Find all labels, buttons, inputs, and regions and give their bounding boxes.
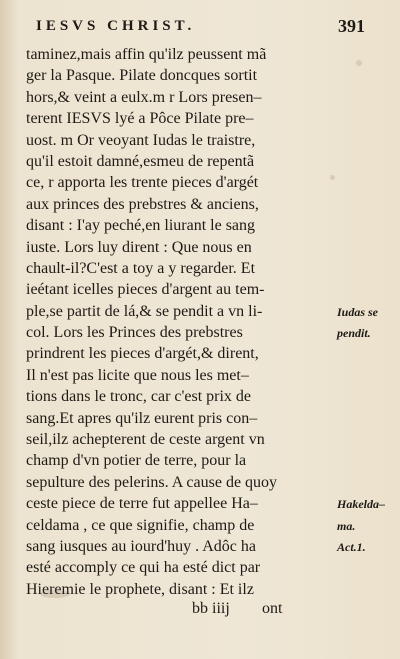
text-line: col. Lors les Princes des prebstres	[26, 324, 243, 342]
text-line: sang.Et apres qu'ilz eurent pris con–	[26, 409, 258, 427]
margin-note: ma.	[337, 518, 356, 533]
text-line: uost. m Or veoyant Iudas le traistre,	[26, 131, 256, 149]
text-line: prindrent les pieces d'argét,& dirent,	[26, 345, 259, 363]
page-header	[30, 18, 365, 40]
page-number: 391	[338, 16, 365, 36]
text-line: ce, r apporta les trente pieces d'argét	[26, 174, 259, 192]
text-line: terent IESVS lyé a Pôce Pilate pre–	[26, 110, 254, 128]
text-line: champ d'vn potier de terre, pour la	[26, 452, 247, 470]
catchword: ont	[262, 600, 283, 617]
text-line: qu'il estoit damné,esmeu de repentã	[26, 152, 255, 170]
text-line: chault-il?C'est a toy a y regarder. Et	[26, 259, 256, 277]
body-text	[26, 44, 326, 600]
text-line: disant : I'ay peché,en liurant le sang	[26, 217, 256, 235]
margin-note: pendit.	[337, 326, 371, 341]
margin-note: Iudas se	[337, 304, 379, 319]
text-line: ceste piece de terre fut appellee Ha–	[26, 495, 258, 513]
text-line: aux princes des prebstres & anciens,	[26, 195, 259, 213]
ink-smudge	[356, 60, 362, 66]
text-line: iuste. Lors luy dirent : Que nous en	[26, 238, 252, 256]
text-line: taminez,mais affin qu'ilz peussent mã	[26, 46, 267, 63]
text-line: ieétant icelles pieces d'argent au tem-	[26, 281, 265, 299]
text-line: sepulture des pelerins. A cause de quoy	[26, 473, 278, 491]
margin-note: Act.1.	[337, 540, 366, 555]
text-line: Hieremie le prophete, disant : Et ilz	[26, 580, 254, 598]
text-line: Il n'est pas licite que nous les met–	[26, 366, 249, 384]
text-line: hors,& veint a eulx.m r Lors presen–	[26, 88, 262, 106]
running-title: IESVS CHRIST.	[36, 18, 196, 34]
text-line: celdama , ce que signifie, champ de	[26, 516, 255, 534]
text-line: ple,se partit de lá,& se pendit a vn li-	[26, 302, 263, 320]
signature-mark: bb iiij	[192, 600, 230, 617]
text-line: sang iusques au iourd'huy . Adôc ha	[26, 537, 256, 555]
text-line: esté accomply ce qui ha esté dict par	[26, 559, 261, 577]
margin-note: Hakelda–	[337, 497, 385, 512]
text-line: seil,ilz achepterent de ceste argent vn	[26, 431, 265, 449]
text-line: ger la Pasque. Pilate doncques sortit	[26, 67, 258, 85]
text-line: tions dans le tronc, car c'est prix de	[26, 388, 252, 406]
ink-smudge	[330, 175, 335, 180]
